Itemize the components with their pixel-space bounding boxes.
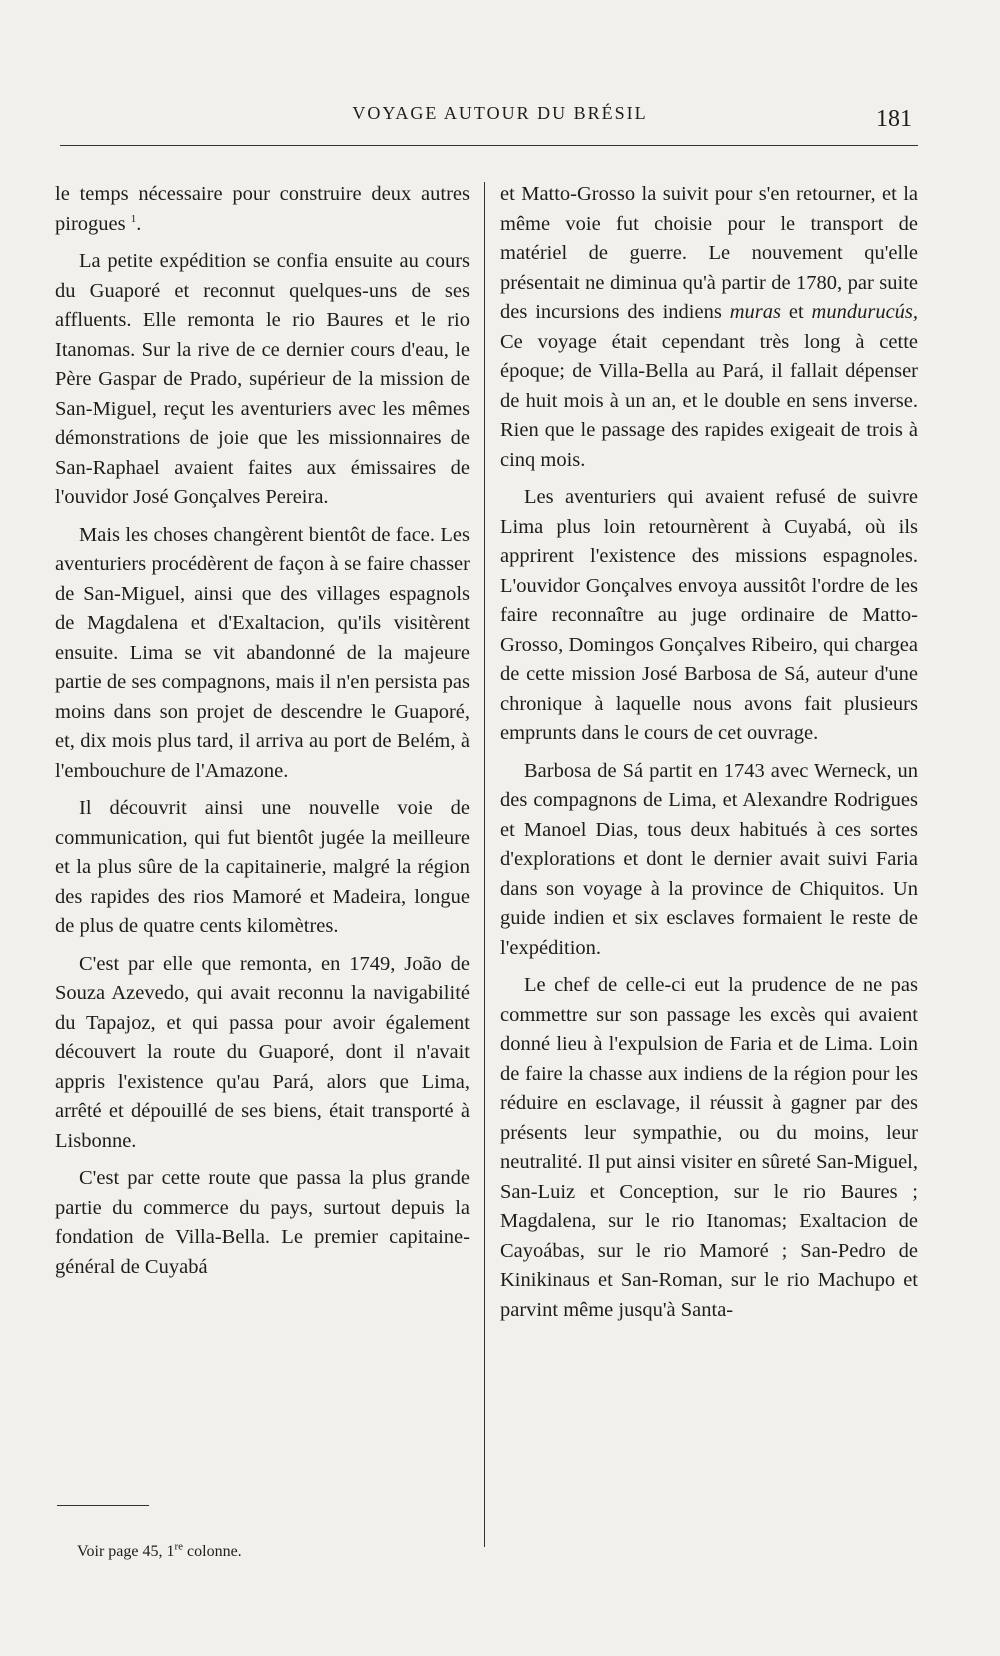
paragraph: C'est par elle que remonta, en 1749, João de Souza Azevedo, qui avait reconnu la navigabilité du Tapajoz, et qui passa pour avoir également découvert la route du Guaporé, dont il n'avait appris l'existence qu'au Pará, alors que Lima, arrêté et dépouillé de ses biens, était transporté à Lisbonne. bbox=[55, 952, 470, 1152]
running-header: VOYAGE AUTOUR DU BRÉSIL bbox=[352, 103, 648, 123]
footnote-text: Voir page 45, 1 bbox=[77, 1543, 175, 1560]
footnote-superscript: re bbox=[174, 1540, 184, 1553]
page-number: 181 bbox=[876, 106, 912, 132]
paragraph-text: et bbox=[788, 301, 804, 323]
footnote-text: colonne. bbox=[183, 1543, 242, 1560]
footnote-rule bbox=[57, 1505, 149, 1506]
italic-term: muras bbox=[729, 301, 781, 323]
paragraph: C'est par cette route que passa la plus grande partie du commerce du pays, surtout depuis la fondation de Villa-Bella. Le premier capitaine-général de Cuyabá bbox=[55, 1167, 470, 1278]
paragraph-text: le temps nécessaire pour construire deux autres pirogues bbox=[55, 183, 470, 235]
paragraph-text: et Matto-Grosso la suivit pour s'en retourner, et la même voie fut choisie pour le transport de matériel de guerre. Le nouvement qu'elle présentait ne diminua qu'à partir de 1780, par suite des incursions des indiens bbox=[500, 183, 918, 323]
footnote bbox=[77, 1540, 242, 1561]
italic-term: mundurucús, bbox=[811, 301, 919, 323]
paragraph: La petite expédition se confia ensuite au cours du Guaporé et reconnut quelques-uns de ses affluents. Elle remonta le rio Baures et le rio Itanomas. Sur la rive de ce dernier cours d'eau, le Père Gaspar de Prado, supérieur de la mission de San-Miguel, reçut les aventuriers avec les mêmes démonstrations de joie que les missionnaires de San-Raphael avaient faites aux émissaires de l'ouvidor José Gonçalves Pereira. bbox=[55, 250, 470, 508]
left-column bbox=[55, 180, 470, 1290]
paragraph: Il découvrit ainsi une nouvelle voie de communication, qui fut bientôt jugée la meilleure et la plus sûre de la capitainerie, malgré la région des rapides des rios Mamoré et Madeira, longue de plus de quatre cents kilomètres. bbox=[55, 797, 470, 937]
paragraph: le temps nécessaire pour construire deux autres pirogues $^1$. bbox=[55, 183, 470, 235]
paragraph: Mais les choses changèrent bientôt de face. Les aventuriers procédèrent de façon à se faire chasser de San-Miguel, ainsi que des villages espagnols de Magdalena et d'Exaltacion, qu'ils visitèrent ensuite. Lima se vit abandonné de la majeure partie de ses compagnons, mais il n'en persista pas moins dans son projet de descendre le Guaporé, et, dix mois plus tard, il arriva au port de Belém, à l'embouchure de l'Amazone. bbox=[55, 523, 470, 782]
paragraph: Les aventuriers qui avaient refusé de suivre Lima plus loin retournèrent à Cuyabá, où ils apprirent l'existence des missions espagnoles. L'ouvidor Gonçalves envoya aussitôt l'ordre de les faire reconnaître au juge ordinaire de Matto-Grosso, Domingos Gonçalves Ribeiro, qui chargea de cette mission José Barbosa de Sá, auteur d'une chronique à laquelle nous avons fait plusieurs emprunts dans le cours de cet ouvrage. bbox=[500, 486, 918, 744]
paragraph bbox=[500, 180, 918, 475]
footnote-marker: 1 bbox=[130, 212, 137, 225]
paragraph: Le chef de celle-ci eut la prudence de ne pas commettre sur son passage les excès qui avaient donné lieu à l'expulsion de Faria et de Lima. Loin de faire la chasse aux indiens de la région pour les réduire en esclavage, il réussit à gagner par des présents leur sympathie, ou du moins, leur neutralité. Il put ainsi visiter en sûreté San-Miguel, San-Luiz et Conception, sur le rio Baures ; Magdalena, sur le rio Itanomas; Exaltacion de Cayoábas, sur le rio Mamoré ; San-Pedro de Kinikinaus et San-Roman, sur le rio Machupo et parvint même jusqu'à Santa- bbox=[500, 974, 918, 1321]
right-column bbox=[500, 180, 918, 1333]
column-divider bbox=[484, 182, 485, 1547]
paragraph: Barbosa de Sá partit en 1743 avec Werneck, un des compagnons de Lima, et Alexandre Rodrigues et Manoel Dias, tous deux habitués à ces sortes d'explorations et dont le dernier avait suivi Faria dans son voyage à la province de Chiquitos. Un guide indien et six esclaves formaient le reste de l'expédition. bbox=[500, 759, 918, 959]
paragraph-text: Ce voyage était cependant très long à cette époque; de Villa-Bella au Pará, il fallait dépenser de huit mois à un an, et le double en sens inverse. Rien que le passage des rapides exigeait de trois à cinq mois. bbox=[500, 330, 918, 471]
header-rule bbox=[60, 145, 918, 146]
